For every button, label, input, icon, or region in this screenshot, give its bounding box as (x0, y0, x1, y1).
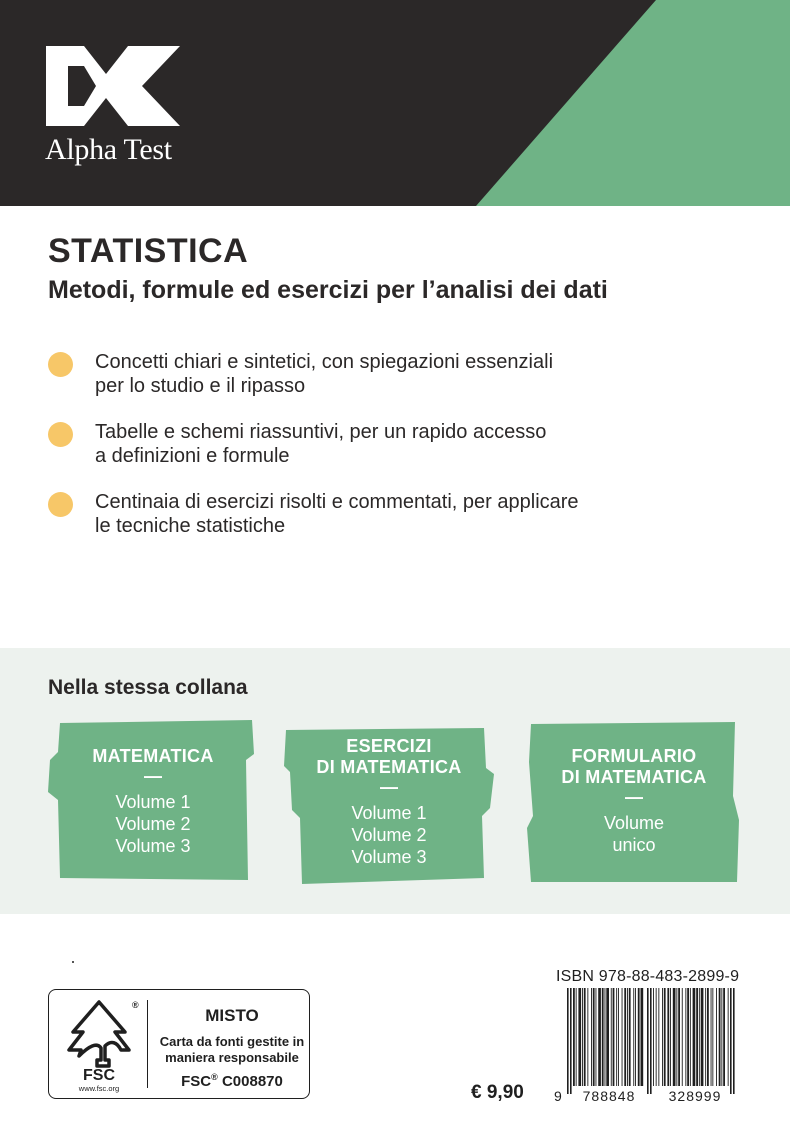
feature-item (48, 490, 748, 538)
bullet-dot-icon (48, 352, 73, 377)
header-band (0, 0, 790, 206)
barcode-guard-bar (650, 988, 652, 1094)
barcode-bar (693, 988, 696, 1086)
barcode-digits-left: 788848 (582, 1088, 636, 1104)
price: € 9,90 (471, 1082, 524, 1103)
fsc-registered-mark: ® (132, 1000, 139, 1010)
fsc-code-prefix: FSC (181, 1073, 212, 1090)
barcode-bar (716, 988, 717, 1086)
fsc-code-registered: ® (211, 1072, 218, 1082)
barcode-bar (662, 988, 663, 1086)
barcode-bar (638, 988, 640, 1086)
barcode-bar (573, 988, 575, 1086)
fsc-logo-label: FSC (83, 1067, 115, 1084)
barcode-bar (728, 988, 729, 1086)
barcode-bar (667, 988, 669, 1086)
feature-line: Concetti chiari e sintetici, con spiegazioni essenziali (95, 351, 554, 373)
barcode-bar (576, 988, 577, 1086)
barcode-icon (553, 988, 743, 1104)
barcode-bar (678, 988, 680, 1086)
card-volume: Volume 3 (351, 847, 427, 867)
barcode-bar (682, 988, 683, 1086)
card-volume: unico (612, 835, 656, 855)
fsc-tree-icon (59, 996, 139, 1094)
brand-name: Alpha Test (45, 133, 172, 166)
card-volume: Volume (603, 813, 665, 833)
feature-line: le tecniche statistiche (95, 515, 286, 537)
barcode-bar (584, 988, 586, 1086)
barcode-bar (701, 988, 704, 1086)
barcode-bar (685, 988, 686, 1086)
barcode-bar (591, 988, 592, 1086)
barcode-bar (653, 988, 654, 1086)
barcode-bar (707, 988, 709, 1086)
card-volume: Volume 1 (115, 792, 191, 812)
feature-line: Tabelle e schemi riassuntivi, per un rapido accesso (95, 421, 547, 443)
barcode-bar (606, 988, 609, 1086)
bullet-dot-icon (48, 422, 73, 447)
barcode-bar (596, 988, 597, 1086)
barcode-bar (613, 988, 615, 1086)
card-title: DI MATEMATICA (316, 757, 462, 777)
card-title: FORMULARIO (571, 746, 697, 766)
barcode-bar (598, 988, 601, 1086)
feature-list (48, 350, 748, 538)
barcode-bar (605, 988, 606, 1086)
barcode-bar (627, 988, 628, 1086)
barcode-bar (582, 988, 583, 1086)
fsc-divider (147, 1000, 148, 1088)
barcode-guard-bar (730, 988, 732, 1094)
fsc-certification-box (48, 989, 310, 1099)
book-subtitle: Metodi, formule ed esercizi per l’analisi dei dati (48, 276, 608, 304)
barcode-guard-bar (570, 988, 572, 1094)
barcode-bar (641, 988, 644, 1086)
barcode-bar (616, 988, 617, 1086)
barcode-bar (711, 988, 712, 1086)
barcode-bar (696, 988, 698, 1086)
feature-item (48, 420, 748, 468)
barcode-bar (721, 988, 722, 1086)
barcode-bar (712, 988, 713, 1086)
barcode-bar (719, 988, 721, 1086)
barcode-bar (611, 988, 612, 1086)
barcode-bar (633, 988, 634, 1086)
barcode-guard-bar (647, 988, 649, 1094)
barcode-bar (664, 988, 666, 1086)
bullet-dot-icon (48, 492, 73, 517)
isbn-label: ISBN 978-88-483-2899-9 (556, 968, 740, 985)
fsc-code-number: C008870 (221, 1073, 283, 1090)
barcode-bar (587, 988, 588, 1086)
feature-item (48, 350, 748, 398)
card-title: ESERCIZI (346, 736, 432, 756)
barcode-digit-first: 9 (554, 1088, 562, 1104)
alpha-test-logo-icon (44, 44, 182, 128)
fsc-description-line: Carta da fonti gestite in (159, 1034, 305, 1049)
barcode-bar (673, 988, 676, 1086)
barcode-bar (658, 988, 659, 1086)
card-title: DI MATEMATICA (561, 767, 707, 787)
series-heading: Nella stessa collana (48, 676, 248, 699)
card-dash: — (380, 777, 398, 797)
barcode-bar (656, 988, 657, 1086)
barcode-bar (578, 988, 581, 1086)
feature-line: per lo studio e il ripasso (95, 375, 306, 397)
barcode-guard-bar (567, 988, 569, 1094)
fsc-description-line: maniera responsabile (165, 1050, 299, 1065)
print-mark (72, 961, 74, 963)
card-volume: Volume 2 (351, 825, 427, 845)
feature-line: a definizioni e formule (95, 445, 290, 467)
barcode-bar (635, 988, 636, 1086)
feature-line: Centinaia di esercizi risolti e commentati, per applicare (95, 491, 579, 513)
series-book-card (527, 722, 741, 882)
barcode-bar (699, 988, 700, 1086)
barcode-bar (629, 988, 631, 1086)
barcode-bar (690, 988, 691, 1086)
card-volume: Volume 2 (115, 814, 191, 834)
book-title: STATISTICA (48, 232, 249, 270)
fsc-type: MISTO (205, 1006, 259, 1025)
barcode-bar (687, 988, 689, 1086)
barcode-bar (676, 988, 677, 1086)
card-dash: — (144, 766, 162, 786)
series-book-card (284, 728, 494, 884)
barcode-bar (602, 988, 604, 1086)
card-dash: — (625, 787, 643, 807)
barcode-bar (622, 988, 623, 1086)
barcode-bar (624, 988, 626, 1086)
barcode-bar (618, 988, 619, 1086)
fsc-description (155, 1034, 309, 1066)
barcode-guard-bar (733, 988, 735, 1094)
barcode-bar (593, 988, 595, 1086)
card-volume: Volume 1 (351, 803, 427, 823)
barcode-digits-right: 328999 (668, 1088, 722, 1104)
card-volume: Volume 3 (115, 836, 191, 856)
barcode-bar (723, 988, 725, 1086)
card-title: MATEMATICA (92, 746, 214, 766)
fsc-license-code (159, 1072, 305, 1090)
barcode-bar (670, 988, 671, 1086)
fsc-site: www.fsc.org (78, 1084, 120, 1093)
barcode-bars (567, 988, 735, 1094)
barcode-bar (705, 988, 706, 1086)
series-book-card (48, 720, 258, 880)
